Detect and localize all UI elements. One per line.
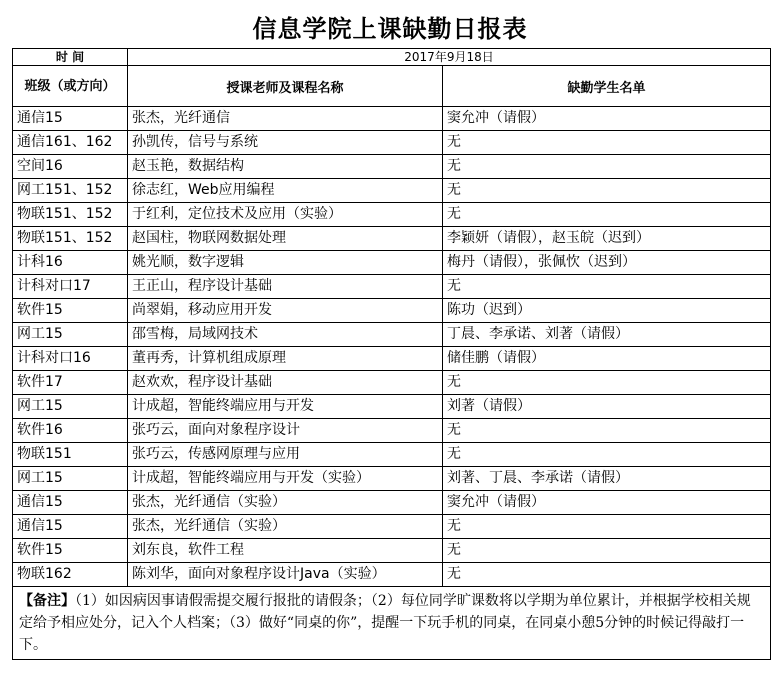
cell-class: 物联151、152 xyxy=(13,203,128,227)
cell-absent: 梅丹（请假），张佩忺（迟到） xyxy=(443,251,771,275)
cell-absent: 陈功（迟到） xyxy=(443,299,771,323)
table-row xyxy=(13,515,771,539)
table-row xyxy=(13,347,771,371)
table-row xyxy=(13,299,771,323)
cell-teacher-course: 董再秀，计算机组成原理 xyxy=(128,347,443,371)
header-absent: 缺勤学生名单 xyxy=(443,66,771,107)
cell-teacher-course: 张杰，光纤通信（实验） xyxy=(128,515,443,539)
table-row xyxy=(13,107,771,131)
cell-class: 软件17 xyxy=(13,371,128,395)
cell-absent: 储佳鹏（请假） xyxy=(443,347,771,371)
cell-class: 物联162 xyxy=(13,563,128,587)
cell-teacher-course: 姚光顺，数字逻辑 xyxy=(128,251,443,275)
cell-absent: 无 xyxy=(443,419,771,443)
cell-class: 计科16 xyxy=(13,251,128,275)
cell-absent: 无 xyxy=(443,275,771,299)
cell-absent: 刘著（请假） xyxy=(443,395,771,419)
cell-class: 计科对口16 xyxy=(13,347,128,371)
cell-teacher-course: 计成超，智能终端应用与开发（实验） xyxy=(128,467,443,491)
cell-class: 空间16 xyxy=(13,155,128,179)
report-title: 信息学院上课缺勤日报表 xyxy=(252,14,528,43)
note-label: 【备注】 xyxy=(19,593,75,609)
cell-class: 软件15 xyxy=(13,299,128,323)
cell-teacher-course: 赵国柱，物联网数据处理 xyxy=(128,227,443,251)
cell-absent: 无 xyxy=(443,515,771,539)
cell-absent: 无 xyxy=(443,203,771,227)
header-row xyxy=(13,66,771,107)
cell-absent: 无 xyxy=(443,155,771,179)
cell-teacher-course: 赵欢欢，程序设计基础 xyxy=(128,371,443,395)
cell-class: 网工15 xyxy=(13,395,128,419)
table-row xyxy=(13,155,771,179)
table-row xyxy=(13,323,771,347)
cell-absent: 无 xyxy=(443,563,771,587)
cell-class: 通信15 xyxy=(13,515,128,539)
cell-absent: 无 xyxy=(443,539,771,563)
note-text: （1）如因病因事请假需提交履行报批的请假条；（2）每位同学旷课数将以学期为单位累计，并根据学校相关规定给予相应处分，记入个人档案；（3）做好“同桌的你”，提醒一下玩手机的同桌，在同桌小憩5分钟的时候记得敲打一下。 xyxy=(19,593,751,653)
cell-absent: 窦允冲（请假） xyxy=(443,491,771,515)
cell-teacher-course: 张杰，光纤通信（实验） xyxy=(128,491,443,515)
table-row xyxy=(13,539,771,563)
cell-teacher-course: 于红利，定位技术及应用（实验） xyxy=(128,203,443,227)
cell-teacher-course: 徐志红，Web应用编程 xyxy=(128,179,443,203)
cell-teacher-course: 邵雪梅，局域网技术 xyxy=(128,323,443,347)
cell-class: 软件15 xyxy=(13,539,128,563)
cell-teacher-course: 赵玉艳，数据结构 xyxy=(128,155,443,179)
cell-class: 网工15 xyxy=(13,467,128,491)
table-row xyxy=(13,443,771,467)
table-row xyxy=(13,563,771,587)
cell-class: 计科对口17 xyxy=(13,275,128,299)
absence-table xyxy=(12,48,771,660)
header-class: 班级（或方向） xyxy=(13,66,128,107)
note-row xyxy=(13,587,771,660)
cell-class: 软件16 xyxy=(13,419,128,443)
report-date: 2017年9月18日 xyxy=(128,49,771,66)
time-row xyxy=(13,49,771,66)
table-row xyxy=(13,131,771,155)
cell-class: 通信15 xyxy=(13,107,128,131)
cell-class: 物联151、152 xyxy=(13,227,128,251)
cell-absent: 窦允冲（请假） xyxy=(443,107,771,131)
table-row xyxy=(13,371,771,395)
cell-teacher-course: 尚翠娟，移动应用开发 xyxy=(128,299,443,323)
cell-class: 物联151 xyxy=(13,443,128,467)
cell-absent: 丁晨、李承诺、刘著（请假） xyxy=(443,323,771,347)
cell-teacher-course: 孙凯传，信号与系统 xyxy=(128,131,443,155)
cell-absent: 无 xyxy=(443,371,771,395)
header-teacher-course: 授课老师及课程名称 xyxy=(128,66,443,107)
cell-teacher-course: 陈刘华，面向对象程序设计Java（实验） xyxy=(128,563,443,587)
table-row xyxy=(13,467,771,491)
cell-teacher-course: 王正山，程序设计基础 xyxy=(128,275,443,299)
cell-class: 网工15 xyxy=(13,323,128,347)
cell-absent: 刘著、丁晨、李承诺（请假） xyxy=(443,467,771,491)
note-cell xyxy=(13,587,771,660)
table-row xyxy=(13,179,771,203)
table-row xyxy=(13,275,771,299)
cell-teacher-course: 刘东良，软件工程 xyxy=(128,539,443,563)
cell-teacher-course: 张杰，光纤通信 xyxy=(128,107,443,131)
table-row xyxy=(13,395,771,419)
table-row xyxy=(13,491,771,515)
table-row xyxy=(13,419,771,443)
cell-class: 网工151、152 xyxy=(13,179,128,203)
cell-class: 通信161、162 xyxy=(13,131,128,155)
table-row xyxy=(13,203,771,227)
cell-teacher-course: 张巧云，面向对象程序设计 xyxy=(128,419,443,443)
cell-class: 通信15 xyxy=(13,491,128,515)
table-row xyxy=(13,251,771,275)
cell-absent: 李颖妍（请假），赵玉皖（迟到） xyxy=(443,227,771,251)
cell-absent: 无 xyxy=(443,443,771,467)
time-label: 时 间 xyxy=(13,49,128,66)
cell-absent: 无 xyxy=(443,179,771,203)
cell-teacher-course: 计成超，智能终端应用与开发 xyxy=(128,395,443,419)
table-row xyxy=(13,227,771,251)
cell-teacher-course: 张巧云，传感网原理与应用 xyxy=(128,443,443,467)
cell-absent: 无 xyxy=(443,131,771,155)
